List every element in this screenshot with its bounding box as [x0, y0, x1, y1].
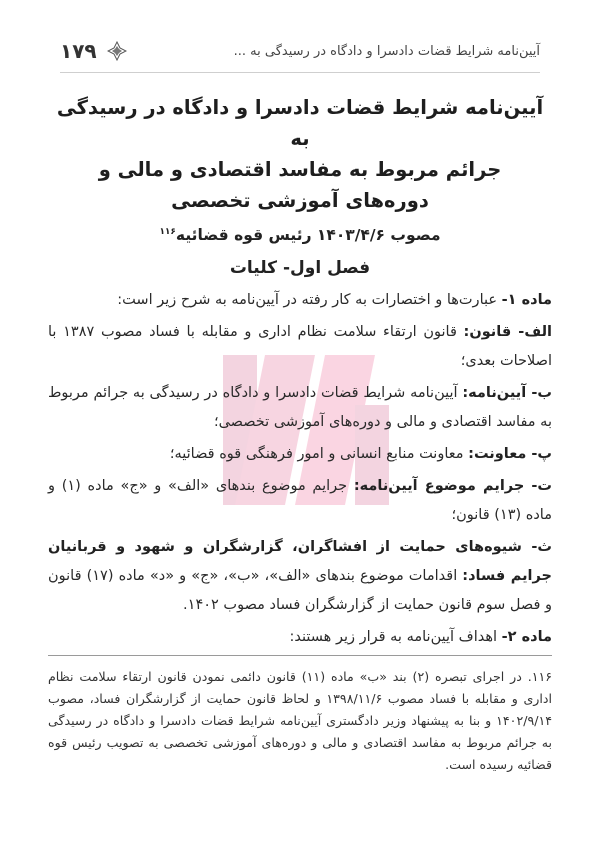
- definition-label: ت- جرایم موضوع آیین‌نامه:: [353, 478, 552, 494]
- definition-text: اقدامات موضوع بندهای «الف»، «ب»، «ج» و «د» ماده (۱۷) قانون و فصل سوم قانون حمایت از گزارشگران فساد مصوب ۱۴۰۲.: [48, 568, 552, 613]
- definition-label: ث- شیوه‌های حمایت از افشاگران، گزارشگران و شهود و قربانیان جرایم فساد:: [48, 539, 552, 584]
- title-line-2: جرائم مربوط به مفاسد اقتصادی و مالی و: [98, 158, 502, 181]
- definition-label: پ- معاونت:: [468, 446, 552, 462]
- running-header: [60, 36, 540, 66]
- definition-alef: [48, 318, 552, 376]
- definition-label: الف- قانون:: [463, 324, 552, 340]
- approval-line: [48, 226, 552, 244]
- definition-text: قانون ارتقاء سلامت نظام اداری و مقابله با فساد مصوب ۱۳۸۷ با اصلاحات بعدی؛: [48, 324, 552, 369]
- article-1: [48, 286, 552, 315]
- footnote-rule: [48, 655, 552, 656]
- running-title: آیین‌نامه شرایط قضات دادسرا و دادگاه در رسیدگی به ...: [233, 43, 540, 59]
- definition-text: معاونت منابع انسانی و امور فرهنگی قوه قضائیه؛: [169, 446, 469, 462]
- article-text: اهداف آیین‌نامه به قرار زیر هستند:: [289, 629, 502, 645]
- definition-se: [48, 533, 552, 620]
- chapter-heading: فصل اول- کلیات: [229, 258, 371, 278]
- article-2: [48, 623, 552, 652]
- article-label: ماده ۱-: [501, 292, 552, 308]
- page-number-group: [60, 39, 127, 63]
- title-line-1: آیین‌نامه شرایط قضات دادسرا و دادگاه در رسیدگی به: [56, 96, 544, 150]
- definition-text: جرایم موضوع بندهای «الف» و «ج» ماده (۱) و ماده (۱۳) قانون؛: [48, 478, 552, 523]
- approval-text: مصوب ۱۴۰۳/۴/۶ رئیس قوه قضائیه: [175, 226, 441, 244]
- footnote-reference: ۱۱۶: [159, 226, 176, 237]
- article-label: ماده ۲-: [501, 629, 552, 645]
- header-rule: [60, 72, 540, 73]
- article-text: عبارت‌ها و اختصارات به کار رفته در آیین‌نامه به شرح زیر است:: [117, 292, 502, 308]
- definition-text: آیین‌نامه شرایط قضات دادسرا و دادگاه در رسیدگی به جرائم مربوط به مفاسد اقتصادی و مالی و دوره‌های آموزشی تخصصی؛: [48, 385, 552, 430]
- definition-be: [48, 379, 552, 437]
- definition-pe: [48, 440, 552, 469]
- footnote: ۱۱۶. در اجرای تبصره (۲) بند «ب» ماده (۱۱) قانون دائمی نمودن قانون ارتقاء سلامت نظام اداری و مقابله با فساد مصوب ۱۳۹۸/۱۱/۶ و لحاظ قانون حمایت از گزارشگران فساد، مصوب ۱۴۰۲/۹/۱۴ و بنا به پیشنهاد وزیر دادگستری آیین‌نامه شرایط قضات دادسرا و دادگاه در رسیدگی به جرائم مربوط به مفاسد اقتصادی و مالی و دوره‌های آموزشی تخصصی به تصویب رئیس قوه قضائیه رسیده است.: [48, 669, 553, 772]
- page-number: ۱۷۹: [60, 39, 97, 63]
- definition-te: [48, 472, 552, 530]
- definition-label: ب- آیین‌نامه:: [462, 385, 552, 401]
- document-title: [48, 92, 552, 216]
- diamond-ornament-icon: [107, 41, 127, 61]
- title-line-3: دوره‌های آموزشی تخصصی: [171, 189, 429, 212]
- page-content: [48, 92, 552, 655]
